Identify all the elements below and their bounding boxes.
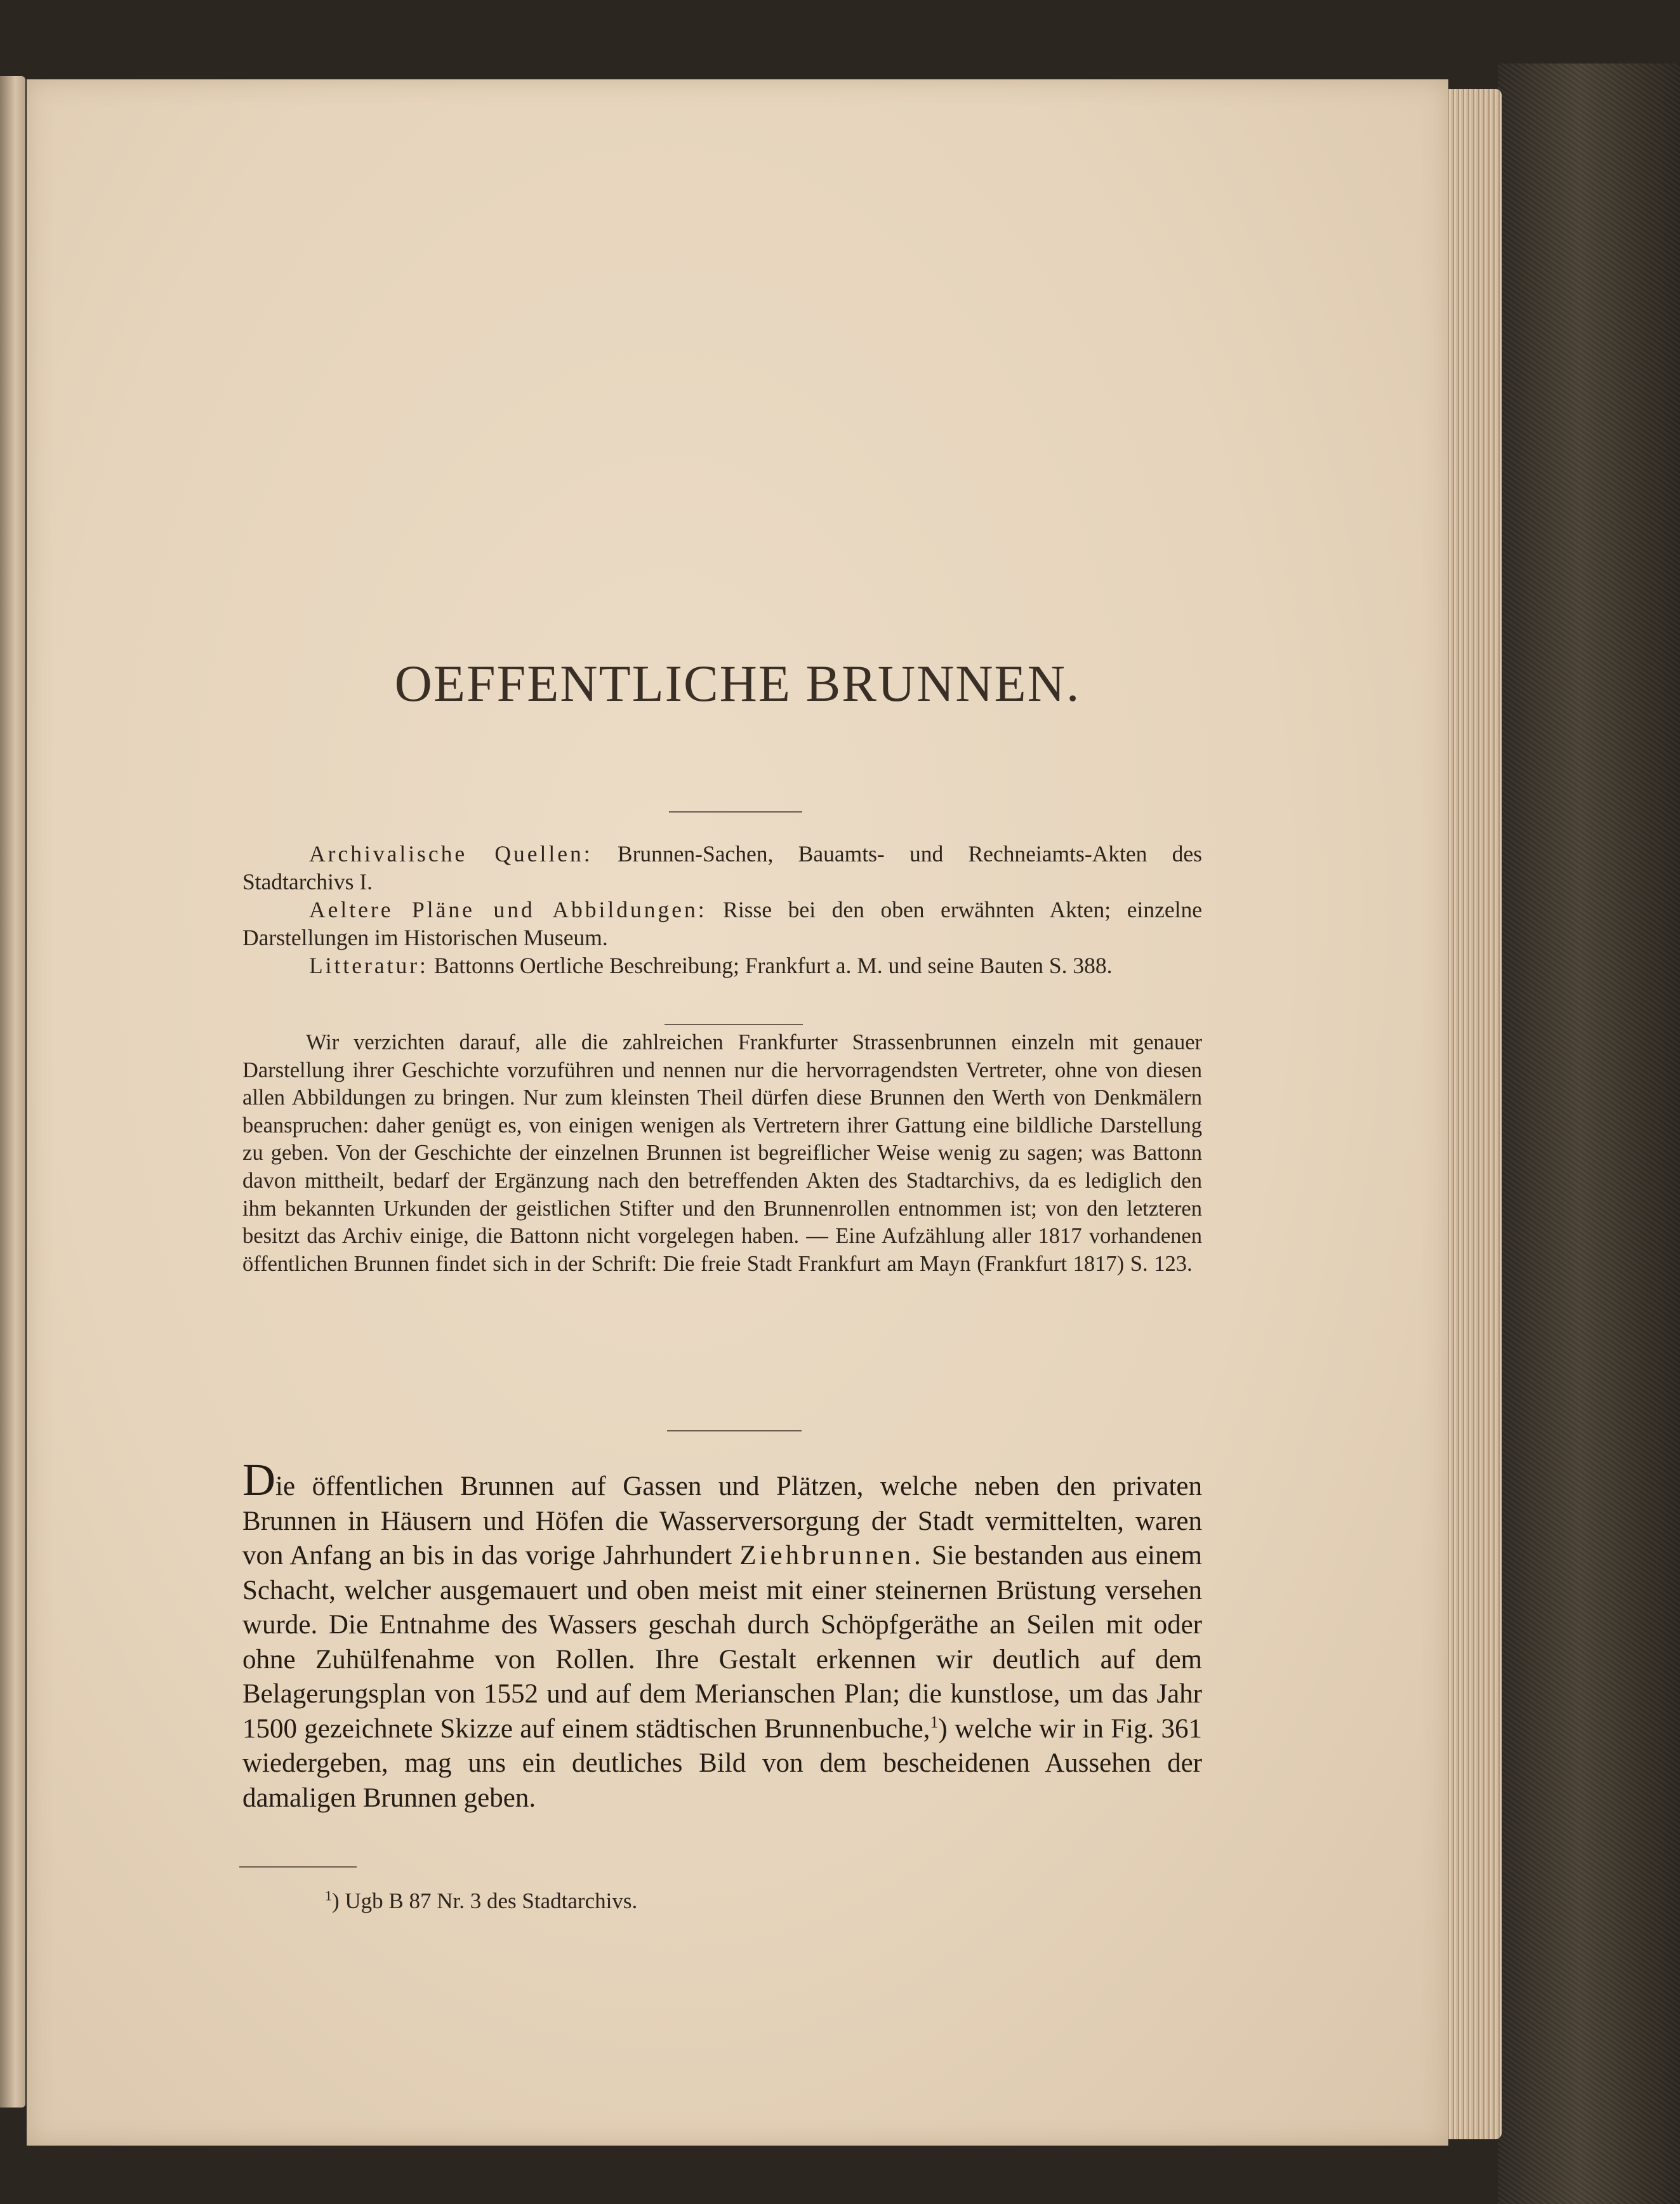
drop-cap: D [242,1454,275,1505]
main-text-part: Sie bestanden aus einem Schacht, welcher ausgemauert und oben meist mit einer steinernen Brüstung versehen wurde. Die Entnahme des Wassers geschah durch Schöpfgeräthe an Seilen mit oder ohne Zuhülfenahme von Rollen. Ihre Gestalt erkennen wir deutlich auf dem Belagerungsplan von 1552 und auf dem Merianschen Plan; die kunstlose, um das Jahr 1500 gezeichnete Skizze auf einem städtischen Brunnenbuche, [242,1541,1202,1744]
facing-page-edge [0,76,25,2108]
source-label: Litteratur: [309,953,428,978]
footnote [325,1887,1214,1915]
footnote-reference: 1 [930,1713,939,1732]
main-text-part: ) welche wir in Fig. 361 wiedergeben, mag uns ein deutliches Bild von dem bescheidenen Aussehen der damaligen Brunnen geben. [242,1713,1202,1813]
source-text: Brunnen-Sachen, Bauamts- und Rechneiamts-Akten des Stadtarchivs I. [242,841,1203,894]
main-text [242,1454,1202,1816]
main-paragraph [242,1454,1202,1816]
divider-rule [669,811,802,813]
book-page [27,79,1448,2146]
intro-section [242,1029,1202,1278]
source-label: Aeltere Pläne und Abbildungen: [309,897,707,922]
spaced-word: Ziehbrunnen. [739,1541,924,1570]
source-entry [242,840,1202,896]
footnote-marker: 1 [325,1887,332,1904]
page-title: OEFFENTLICHE BRUNNEN. [394,654,1081,712]
divider-rule [665,1024,803,1025]
source-entry [242,952,1202,979]
sources-section [242,840,1202,979]
book-cover [1498,63,1680,2204]
source-text: Risse bei den oben erwähnten Akten; einzelne Darstellungen im Historischen Museum. [242,897,1202,950]
intro-paragraph: Wir verzichten darauf, alle die zahlreichen Frankfurter Strassenbrunnen einzeln mit genauer Darstellung ihrer Geschichte vorzuführen und nennen nur die hervorragendsten Vertreter, ohne von diesen allen Abbildungen zu bringen. Nur zum kleinsten Theil dürfen diese Brunnen den Werth von Denkmälern beanspruchen: daher genügt es, von einigen wenigen als Vertretern ihrer Gattung eine bildliche Darstellung zu geben. Von der Geschichte der einzelnen Brunnen ist begreiflicher Weise wenig zu sagen; was Battonn davon mittheilt, bedarf der Ergänzung nach den betreffenden Akten des Stadtarchivs, da es lediglich den ihm bekannten Urkunden der geistlichen Stifter und den Brunnenrollen entnommen ist; von den letzteren besitzt das Archiv einige, die Battonn nicht vorgelegen haben. — Eine Aufzählung aller 1817 vorhandenen öffentlichen Brunnen findet sich in der Schrift: Die freie Stadt Frankfurt am Mayn (Frankfurt 1817) S. 123. [242,1030,1202,1276]
source-text: Battonns Oertliche Beschreibung; Frankfurt a. M. und seine Bauten S. 388. [428,953,1113,978]
footnote-rule [239,1866,357,1868]
main-text-part: ie öffentlichen Brunnen auf Gassen und Plätzen, welche neben den privaten Brunnen in Häusern und Höfen die Wasserversorgung der Stadt vermittelten, waren von Anfang an bis in das vorige Jahrhundert [242,1471,1202,1570]
footnote-text: ) Ugb B 87 Nr. 3 des Stadtarchivs. [332,1889,638,1913]
divider-rule [667,1430,802,1431]
source-entry [242,896,1202,952]
source-label: Archivalische Quellen: [309,841,593,866]
